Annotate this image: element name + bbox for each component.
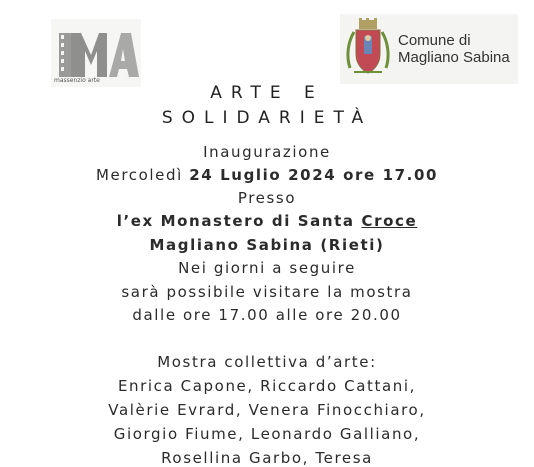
exhibition-heading: Mostra collettiva d’arte:	[157, 353, 377, 371]
comune-name-line1: Comune di	[398, 32, 471, 49]
artists-line: Rosellina Garbo, Teresa	[161, 449, 373, 467]
date-value: 24 Luglio 2024 ore 17.00	[189, 166, 439, 184]
followup-line1: Nei giorni a seguire	[178, 259, 356, 277]
comune-logo	[340, 14, 518, 84]
title-line2: SOLIDARIETÀ	[161, 108, 373, 128]
venue-croce: Croce	[361, 212, 418, 230]
logo-caption: massenzio arte	[54, 77, 100, 84]
venue-city: Magliano Sabina (Rieti)	[149, 236, 385, 254]
presso-label: Presso	[237, 189, 297, 207]
artists-line: Giorgio Fiume, Leonardo Galliano,	[113, 425, 421, 443]
inaugurazione-label: Inaugurazione	[203, 143, 331, 161]
municipal-crest-icon	[344, 16, 392, 82]
massenzio-arte-logo	[51, 19, 141, 87]
event-date	[0, 166, 534, 184]
date-prefix: Mercoledì	[95, 166, 190, 184]
comune-name-line2: Magliano Sabina	[398, 49, 510, 66]
followup-line3: dalle ore 17.00 alle ore 20.00	[132, 306, 402, 324]
venue-name	[0, 212, 534, 230]
artists-line: Enrica Capone, Riccardo Cattani,	[117, 377, 417, 395]
followup-line2: sarà possibile visitare la mostra	[121, 283, 413, 301]
artists-line: Valèrie Evrard, Venera Finocchiaro,	[108, 401, 426, 419]
venue-prefix: l’ex Monastero di Santa	[116, 212, 362, 230]
title-line1: ARTE E	[210, 83, 324, 103]
